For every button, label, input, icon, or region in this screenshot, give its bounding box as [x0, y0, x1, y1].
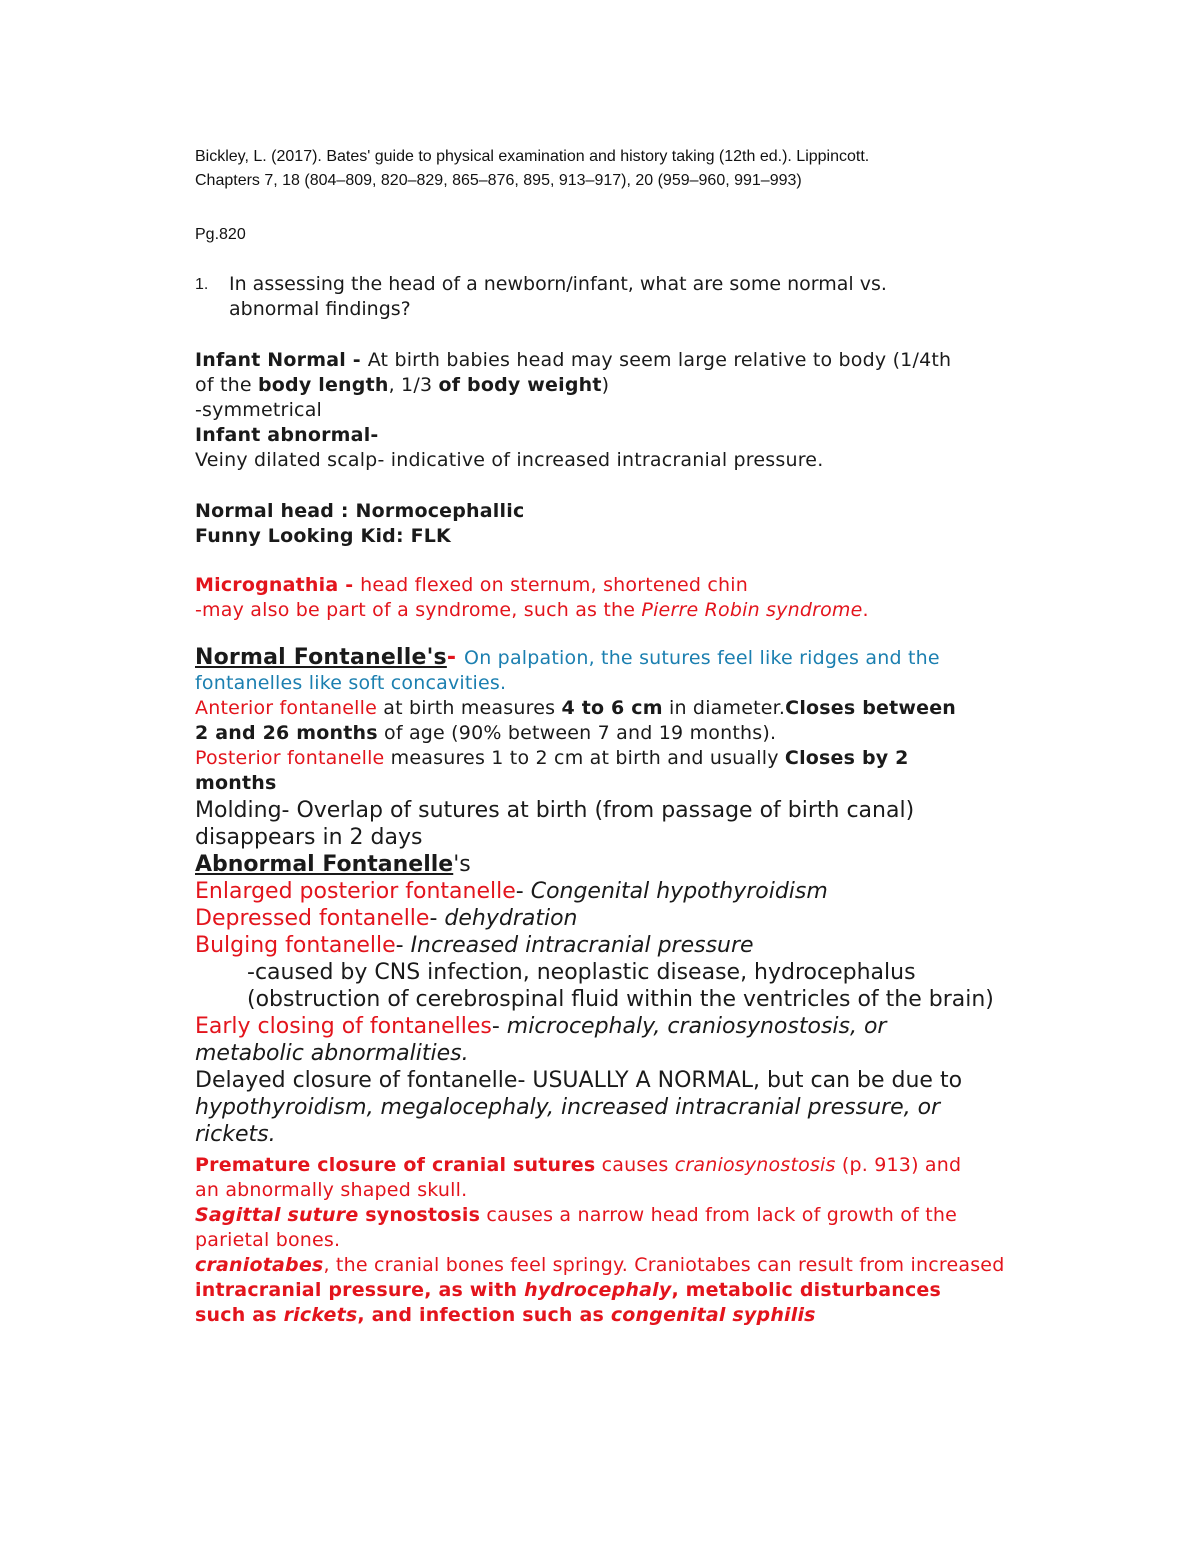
infant-normal-text: At birth babies head may seem large relative to body (1/4th [367, 349, 952, 371]
sagittal-text: causes a narrow head from lack of growth of the [480, 1204, 958, 1226]
cranio-b4: , and infection such as [357, 1304, 611, 1326]
infant-normal-label: Infant Normal - [195, 349, 368, 371]
infant-abnormal-text: Veiny dilated scalp- indicative of increased intracranial pressure. [195, 449, 824, 471]
citation-line-2: Chapters 7, 18 (804–809, 820–829, 865–876, 895, 913–917), 20 (959–960, 991–993) [195, 172, 802, 189]
comma: , 1/3 [388, 374, 439, 396]
caused-line-1: -caused by CNS infection, neoplastic disease, hydrocephalus [247, 960, 916, 985]
posterior-label: Posterior fontanelle [195, 747, 385, 769]
delayed-line-2: hypothyroidism, megalocephaly, increased intracranial pressure, or [195, 1095, 941, 1120]
page-reference: Pg.820 [195, 226, 246, 243]
molding-line-1: Molding- Overlap of sutures at birth (from passage of birth canal) [195, 798, 915, 823]
anterior-line-2 [195, 721, 1075, 746]
premature-label: Premature closure of cranial sutures [195, 1154, 596, 1176]
infant-abnormal-label: Infant abnormal- [195, 424, 379, 446]
question-1 [195, 272, 1029, 322]
citation [195, 145, 1095, 193]
depressed-text: dehydration [444, 906, 578, 931]
caused-line-2: (obstruction of cerebrospinal fluid within the ventricles of the brain) [247, 987, 994, 1012]
body-weight: of body weight [438, 374, 602, 396]
cranio-b3: such as [195, 1304, 284, 1326]
body-length: body length [257, 374, 389, 396]
close-paren: ) [601, 374, 610, 396]
anterior-a: at birth measures [376, 697, 562, 719]
anterior-c: in diameter. [662, 697, 786, 719]
normal-fontanelles-line-1 [195, 645, 1075, 671]
infant-section [195, 348, 1075, 473]
infant-normal-line-2 [195, 373, 1075, 398]
delayed-line-1: Delayed closure of fontanelle- USUALLY A NORMAL, but can be due to [195, 1068, 963, 1093]
pierre-robin: Pierre Robin syndrome [641, 599, 863, 621]
abnormal-title-line [195, 851, 1075, 878]
cranio-line-1 [195, 1253, 1075, 1278]
micrognathia-line-1 [195, 573, 1075, 598]
normal-fontanelles-section [195, 645, 1075, 796]
anterior-months: 2 and 26 months [195, 722, 378, 744]
anterior-f: of age (90% between 7 and 19 months). [377, 722, 777, 744]
abnormal-fontanelles-title: Abnormal Fontanelle [195, 852, 454, 877]
early-line-2: metabolic abnormalities. [195, 1041, 469, 1066]
rickets: rickets [283, 1304, 358, 1326]
hydrocephaly: hydrocephaly [524, 1279, 672, 1301]
abnormal-title-suffix: 's [453, 852, 471, 877]
normal-fontanelles-title: Normal Fontanelle's [195, 645, 447, 670]
bulging-line: Bulging fontanelle- Increased intracranial pressure [195, 933, 754, 958]
infant-normal-line-1 [195, 348, 1075, 373]
micrognathia-period: . [862, 599, 869, 621]
title-dash: - [446, 645, 465, 670]
abnormal-fontanelles-section [195, 851, 1075, 1148]
head-section [195, 499, 1075, 549]
micrognathia-label: Micrognathia - [195, 574, 361, 596]
synostosis: synostosis [358, 1204, 481, 1226]
cranio-b1: intracranial pressure, as with [195, 1279, 525, 1301]
micrognathia-section [195, 573, 1075, 623]
question-line-2: abnormal findings? [229, 298, 411, 320]
premature-a: causes [595, 1154, 675, 1176]
molding-section [195, 797, 1075, 851]
bulging-text: Increased intracranial pressure [410, 933, 754, 958]
sagittal-suture: Sagittal suture [195, 1204, 359, 1226]
posterior-a: measures 1 to 2 cm at birth and usually [384, 747, 785, 769]
cranio-b2: , metabolic disturbances [671, 1279, 942, 1301]
early-text-a: microcephaly, craniosynostosis, or [506, 1014, 887, 1039]
posterior-months: months [195, 772, 277, 794]
enlarged-label: Enlarged posterior fontanelle [195, 879, 516, 904]
enlarged-text: Congenital hypothyroidism [530, 879, 828, 904]
palpation-text-b: fontanelles like soft concavities. [195, 672, 507, 694]
micrognathia-line2a: -may also be part of a syndrome, such as the [195, 599, 642, 621]
micrognathia-line-2 [195, 598, 1075, 623]
depressed-label: Depressed fontanelle [195, 906, 430, 931]
delayed-line-3: rickets. [195, 1122, 276, 1147]
premature-cranio: craniosynostosis [674, 1154, 836, 1176]
molding-line-2: disappears in 2 days [195, 825, 423, 850]
cranio-line-2 [195, 1278, 1075, 1303]
sagittal-line-2: parietal bones. [195, 1229, 341, 1251]
palpation-text: On palpation, the sutures feel like ridges and the [464, 647, 940, 669]
anterior-line-1 [195, 696, 1075, 721]
micrognathia-text: head flexed on sternum, shortened chin [360, 574, 749, 596]
posterior-line-1 [195, 746, 1075, 771]
question-line-1: In assessing the head of a newborn/infant, what are some normal vs. [229, 273, 887, 295]
early-label: Early closing of fontanelles [195, 1014, 492, 1039]
cranio-line-3 [195, 1303, 1075, 1328]
cranio-text: , the cranial bones feel springy. Craniotabes can result from increased [323, 1254, 1005, 1276]
question-number: 1. [195, 276, 209, 293]
flk: Funny Looking Kid: FLK [195, 525, 451, 547]
craniotabes: craniotabes [195, 1254, 324, 1276]
premature-b: (p. 913) and [835, 1154, 962, 1176]
sagittal-line-1 [195, 1203, 1075, 1228]
sutures-section [195, 1153, 1075, 1328]
anterior-closes: Closes between [785, 697, 957, 719]
depressed-line: Depressed fontanelle- dehydration [195, 906, 578, 931]
premature-line-2: an abnormally shaped skull. [195, 1179, 468, 1201]
infant-normal-text-b: of the [195, 374, 258, 396]
enlarged-line: Enlarged posterior fontanelle- Congenital hypothyroidism [195, 879, 828, 904]
early-line-1: Early closing of fontanelles- microcephaly, craniosynostosis, or [195, 1014, 887, 1039]
premature-line-1 [195, 1153, 1075, 1178]
symmetrical: -symmetrical [195, 399, 323, 421]
normal-head: Normal head : Normocephallic [195, 500, 525, 522]
posterior-closes: Closes by 2 [784, 747, 909, 769]
anterior-size: 4 to 6 cm [561, 697, 663, 719]
citation-line-1: Bickley, L. (2017). Bates' guide to physical examination and history taking (12th ed.). Lippincott. [195, 148, 870, 165]
congenital-syphilis: congenital syphilis [610, 1304, 816, 1326]
bulging-label: Bulging fontanelle [195, 933, 396, 958]
anterior-label: Anterior fontanelle [195, 697, 377, 719]
